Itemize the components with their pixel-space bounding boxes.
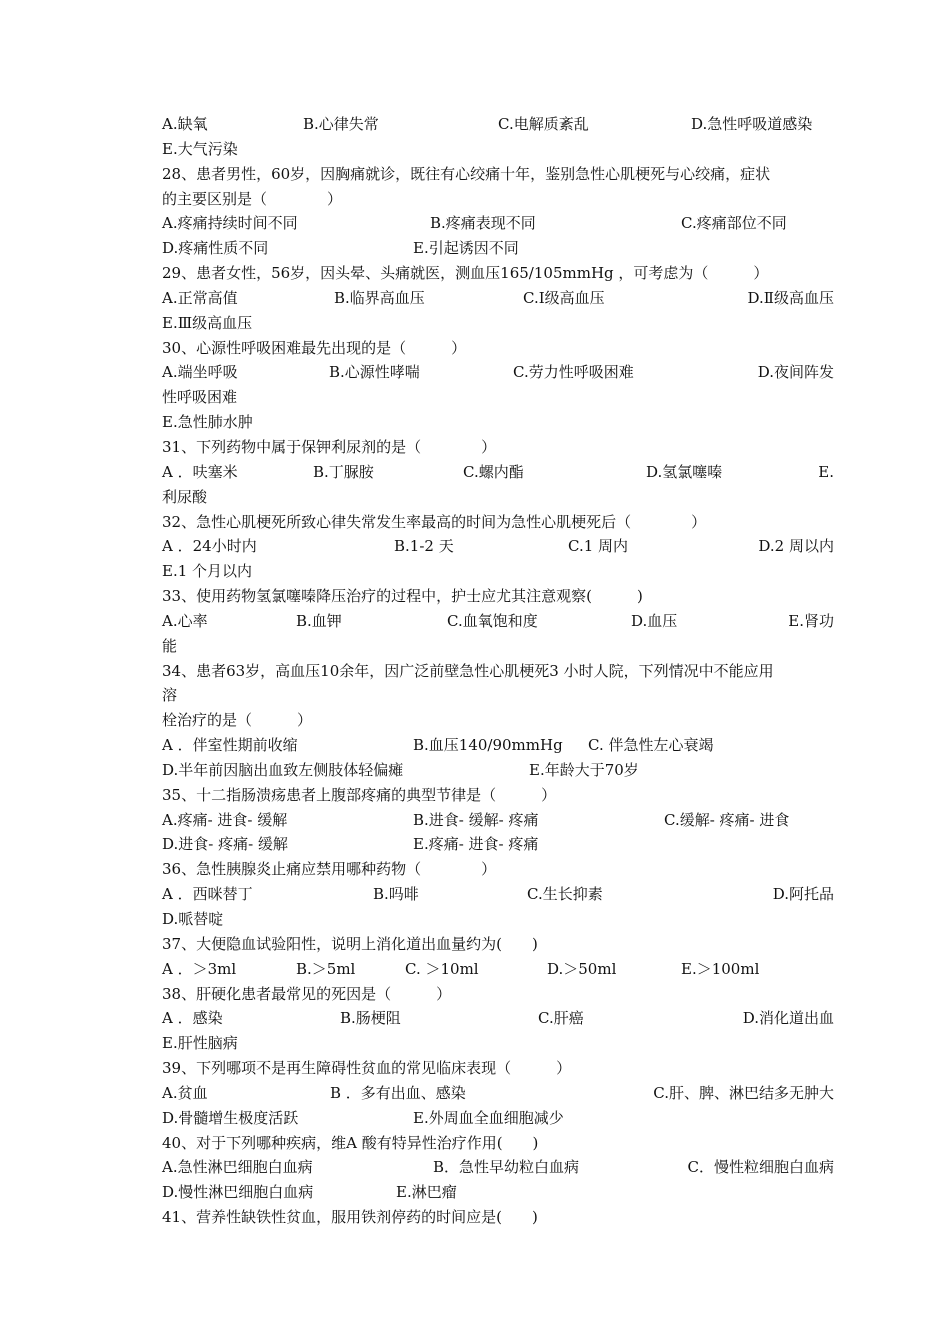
- text-segment: E.肝性脑病: [162, 1034, 238, 1053]
- text-segment: C.血氧饱和度: [447, 611, 538, 630]
- text-line: [162, 708, 834, 733]
- text-segment: E.引起诱因不同: [413, 239, 519, 258]
- text-segment: D.夜间阵发: [757, 363, 834, 382]
- text-segment: B.肠梗阻: [340, 1009, 401, 1028]
- text-line: [162, 485, 834, 510]
- text-segment: 利尿酸: [162, 487, 208, 506]
- text-line: [162, 1106, 834, 1131]
- text-segment: 栓治疗的是（ ）: [162, 711, 313, 730]
- text-segment: B.心律失常: [303, 115, 379, 133]
- text-segment: 32、急性心肌梗死所致心律失常发生率最高的时间为急性心肌梗死后（ ）: [162, 512, 707, 531]
- text-segment: E.淋巴瘤: [396, 1183, 457, 1202]
- text-segment: B.进食- 缓解- 疼痛: [413, 810, 539, 829]
- text-line: [162, 510, 834, 535]
- text-line: [162, 907, 834, 932]
- text-line: [162, 1031, 834, 1056]
- text-segment: C. ＞10ml: [405, 959, 479, 978]
- text-line: [162, 385, 834, 410]
- text-segment: A.缺氧: [162, 115, 208, 133]
- text-segment: C.缓解- 疼痛- 进食: [664, 810, 790, 829]
- text-segment: B．急性早幼粒白血病: [433, 1158, 580, 1177]
- text-line: [162, 559, 834, 584]
- text-line: [162, 957, 834, 982]
- text-line: [162, 882, 834, 907]
- text-segment: C. 伴急性左心衰竭: [588, 736, 714, 755]
- text-segment: D.消化道出血: [742, 1009, 834, 1028]
- text-segment: D.疼痛性质不同: [162, 239, 269, 258]
- text-line: [162, 758, 834, 783]
- text-segment: 38、肝硬化患者最常见的死因是（ ）: [162, 984, 452, 1003]
- text-line: [162, 1131, 834, 1156]
- text-line: [162, 112, 834, 137]
- text-segment: A ．＞3ml: [162, 959, 237, 978]
- text-segment: C.1 周内: [568, 537, 629, 556]
- text-line: [162, 1056, 834, 1081]
- text-segment: A.疼痛- 进食- 缓解: [162, 810, 288, 829]
- text-segment: E.疼痛- 进食- 疼痛: [413, 835, 539, 854]
- text-line: [162, 1006, 834, 1031]
- text-line: [162, 932, 834, 957]
- text-segment: 39、下列哪项不是再生障碍性贫血的常见临床表现（ ）: [162, 1059, 572, 1078]
- text-segment: E.1 个月以内: [162, 562, 253, 581]
- text-segment: C.劳力性呼吸困难: [513, 363, 634, 382]
- text-segment: B.临界高血压: [334, 288, 425, 307]
- text-segment: B.吗啡: [373, 885, 419, 904]
- text-line: [162, 982, 834, 1007]
- text-segment: 40、对于下列哪种疾病，维A 酸有特异性治疗作用( ): [162, 1133, 539, 1152]
- text-segment: 36、急性胰腺炎止痛应禁用哪种药物（ ）: [162, 860, 497, 879]
- text-line: [162, 1205, 834, 1230]
- text-segment: C．慢性粒细胞白血病: [687, 1158, 834, 1177]
- text-segment: E.大气污染: [162, 139, 238, 158]
- text-segment: D.哌替啶: [162, 910, 224, 928]
- text-line: [162, 1081, 834, 1106]
- text-segment: B.丁脲胺: [313, 462, 374, 481]
- text-segment: B.心源性哮喘: [329, 363, 420, 382]
- text-segment: B.血压140/90mmHg: [413, 736, 563, 755]
- text-segment: 37、大便隐血试验阳性，说明上消化道出血量约为( ): [162, 934, 538, 953]
- text-segment: A.正常高值: [162, 288, 238, 307]
- text-line: [162, 211, 834, 236]
- text-segment: B.血钾: [296, 611, 342, 630]
- text-line: [162, 634, 834, 659]
- text-line: [162, 435, 834, 460]
- text-segment: B ．多有出血、感染: [330, 1083, 466, 1102]
- text-segment: 性呼吸困难: [162, 388, 238, 407]
- text-segment: D.半年前因脑出血致左侧肢体轻偏瘫: [162, 760, 404, 779]
- text-line: [162, 460, 834, 485]
- text-segment: 能: [162, 636, 178, 655]
- text-segment: 29、患者女性，56岁，因头晕、头痛就医，测血压165/105mmHg ，可考虑为（ ）: [162, 264, 769, 283]
- text-line: [162, 286, 834, 311]
- text-segment: C.生长抑素: [527, 885, 603, 904]
- text-line: [162, 683, 834, 708]
- text-segment: E.急性肺水肿: [162, 413, 253, 432]
- text-segment: E.Ⅲ级高血压: [162, 313, 253, 332]
- text-segment: 的主要区别是（ ）: [162, 189, 343, 208]
- text-segment: D.进食- 疼痛- 缓解: [162, 835, 288, 854]
- text-segment: A.急性淋巴细胞白血病: [162, 1158, 313, 1177]
- text-line: [162, 336, 834, 361]
- text-segment: C.螺内酯: [463, 462, 524, 481]
- text-line: [162, 659, 834, 684]
- text-segment: A.端坐呼吸: [162, 363, 238, 382]
- text-segment: 30、心源性呼吸困难最先出现的是（ ）: [162, 338, 467, 357]
- text-segment: D.慢性淋巴细胞白血病: [162, 1183, 314, 1202]
- text-line: [162, 832, 834, 857]
- text-segment: D.急性呼吸道感染: [691, 115, 813, 133]
- text-segment: D.Ⅱ级高血压: [747, 288, 834, 307]
- text-segment: 溶: [162, 686, 178, 705]
- text-segment: A ．呋塞米: [162, 462, 238, 481]
- text-segment: A ．西咪替丁: [162, 885, 253, 904]
- text-segment: A.贫血: [162, 1083, 208, 1102]
- text-line: [162, 410, 834, 435]
- text-segment: 31、下列药物中属于保钾利尿剂的是（ ）: [162, 437, 497, 456]
- text-segment: A.疼痛持续时间不同: [162, 214, 298, 233]
- text-segment: E.: [818, 462, 834, 481]
- text-segment: D.阿托品: [772, 885, 834, 904]
- text-segment: E.＞100ml: [681, 959, 760, 978]
- text-line: [162, 733, 834, 758]
- text-line: [162, 236, 834, 261]
- text-line: [162, 162, 834, 187]
- text-segment: A ．伴室性期前收缩: [162, 736, 298, 755]
- text-line: [162, 808, 834, 833]
- text-line: [162, 1180, 834, 1205]
- text-line: [162, 609, 834, 634]
- text-segment: B.＞5ml: [296, 959, 356, 978]
- text-line: [162, 261, 834, 286]
- text-segment: A.心率: [162, 611, 208, 630]
- text-line: [162, 187, 834, 212]
- text-segment: D.2 周以内: [758, 537, 834, 556]
- text-segment: D.骨髓增生极度活跃: [162, 1108, 299, 1127]
- text-line: [162, 1155, 834, 1180]
- text-segment: C.疼痛部位不同: [681, 214, 787, 233]
- text-line: [162, 783, 834, 808]
- text-line: [162, 311, 834, 336]
- text-line: [162, 137, 834, 162]
- text-segment: A ．感染: [162, 1009, 223, 1028]
- text-segment: D.氢氯噻嗪: [646, 462, 723, 481]
- text-line: [162, 584, 834, 609]
- text-line: [162, 360, 834, 385]
- text-segment: 28、患者男性，60岁，因胸痛就诊，既往有心绞痛十年，鉴别急性心肌梗死与心绞痛，症状: [162, 164, 771, 183]
- text-segment: C.Ⅰ级高血压: [523, 288, 605, 307]
- text-segment: 35、十二指肠溃疡患者上腹部疼痛的典型节律是（ ）: [162, 785, 557, 804]
- text-segment: C.肝癌: [538, 1009, 584, 1028]
- text-segment: B.疼痛表现不同: [430, 214, 536, 233]
- text-segment: C.电解质紊乱: [498, 115, 589, 133]
- text-line: [162, 857, 834, 882]
- text-segment: A ．24小时内: [162, 537, 257, 556]
- text-segment: E.肾功: [788, 611, 834, 630]
- text-line: [162, 534, 834, 559]
- question-list: [162, 112, 834, 1230]
- text-segment: B.1-2 天: [394, 537, 454, 556]
- text-segment: E.年龄大于70岁: [529, 760, 639, 779]
- text-segment: 33、使用药物氢氯噻嗪降压治疗的过程中，护士应尤其注意观察( ): [162, 587, 643, 606]
- text-segment: C.肝、脾、淋巴结多无肿大: [653, 1083, 834, 1102]
- text-segment: 41、营养性缺铁性贫血，服用铁剂停药的时间应是( ): [162, 1208, 538, 1227]
- text-segment: E.外周血全血细胞减少: [413, 1108, 564, 1127]
- text-segment: D.血压: [631, 611, 678, 630]
- text-segment: D.＞50ml: [547, 959, 617, 978]
- text-segment: 34、患者63岁，高血压10余年，因广泛前壁急性心肌梗死3 小时人院，下列情况中不能应用: [162, 661, 774, 680]
